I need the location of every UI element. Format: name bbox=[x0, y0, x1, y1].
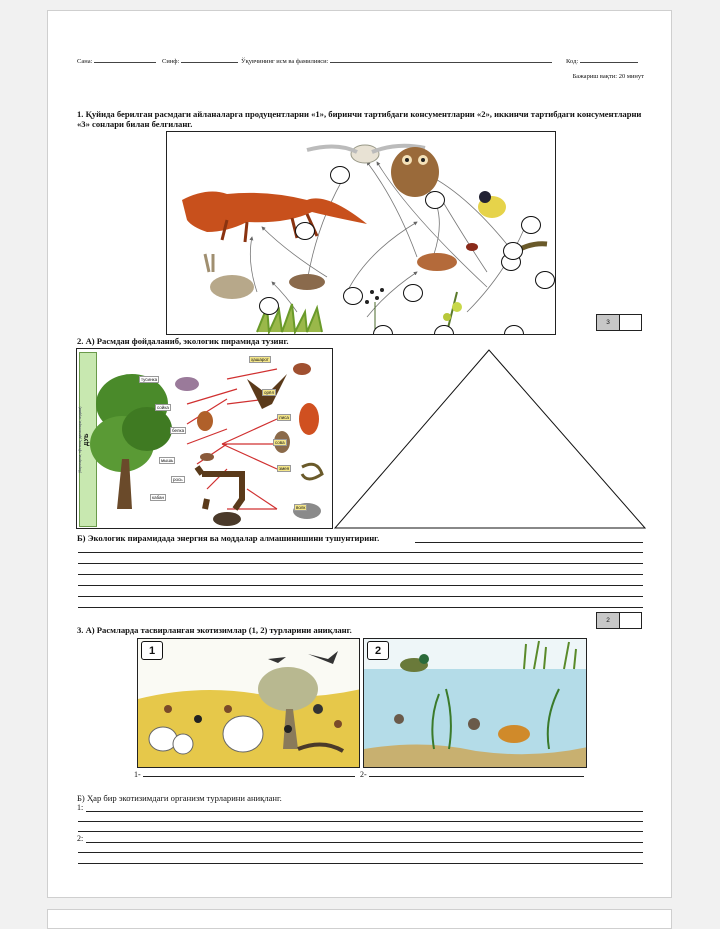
tag-tusinka: тусинка bbox=[141, 377, 158, 382]
food-web-image bbox=[166, 131, 556, 335]
date-field[interactable] bbox=[77, 58, 156, 65]
question-2a-text: 2. А) Расмдан фойдаланиб, экологик пирамида тузинг. bbox=[77, 336, 289, 346]
ecosystem-2-image bbox=[363, 638, 587, 768]
organisms-answer-line[interactable] bbox=[78, 863, 643, 864]
answer-line-2b[interactable] bbox=[78, 563, 643, 564]
fish-icon bbox=[498, 725, 530, 743]
worksheet-page bbox=[47, 10, 672, 898]
class-label: Синф: bbox=[162, 58, 180, 65]
ecosystem-1-image bbox=[137, 638, 360, 768]
oak-title: ДУБ bbox=[84, 433, 90, 446]
jay-bird-icon bbox=[175, 377, 199, 391]
fox-small-icon bbox=[299, 403, 319, 435]
savanna-drawing bbox=[138, 639, 360, 768]
organisms-answer-line[interactable] bbox=[78, 831, 643, 832]
answer-circle-white-owl[interactable] bbox=[330, 166, 350, 184]
hare-icon bbox=[205, 254, 254, 299]
tag-oryol: орёл bbox=[264, 390, 275, 395]
tag-soyka: сойка bbox=[157, 405, 169, 410]
score-value-q2: 2 bbox=[597, 613, 620, 628]
score-value-q1: 3 bbox=[597, 315, 620, 330]
ecosystem-1-answer[interactable] bbox=[134, 770, 355, 779]
tag-ros: рось bbox=[173, 477, 183, 482]
answer-circle-fox[interactable] bbox=[295, 222, 315, 240]
oak-subtitle: (баргларни, пўстлоқ, данаклари, илдизи) bbox=[78, 406, 82, 473]
question-3a-text: 3. А) Расмларда тасвирланган экотизимлар (1, 2) турларини аниқланг. bbox=[77, 625, 352, 635]
organisms-line-2-label: 2: bbox=[77, 834, 84, 843]
organisms-answer-line-1[interactable] bbox=[86, 811, 643, 812]
answer-circle-brown-owl[interactable] bbox=[425, 191, 445, 209]
mouse-small-icon bbox=[200, 453, 214, 461]
organisms-answer-line[interactable] bbox=[78, 852, 643, 853]
tag-lisa: лиса bbox=[279, 415, 289, 420]
organisms-answer-line-2[interactable] bbox=[86, 842, 643, 843]
time-limit: Бажариш вақти: 20 минут bbox=[572, 73, 644, 80]
answer-circle-beetle-small[interactable] bbox=[503, 242, 523, 260]
pond-drawing bbox=[364, 639, 587, 768]
tag-belka: белка bbox=[172, 428, 185, 433]
ecosystem-1-number: 1 bbox=[141, 641, 163, 660]
class-field[interactable] bbox=[162, 58, 238, 65]
answer-circle-hare[interactable] bbox=[259, 297, 279, 315]
organisms-line-1-label: 1: bbox=[77, 803, 84, 812]
boar-icon bbox=[213, 512, 241, 526]
small-bird-icon bbox=[293, 363, 311, 375]
code-field[interactable] bbox=[566, 58, 638, 65]
question-1-text: 1. Қуйида берилган расмдаги айланаларга продуцентларни «1», биринчи тартибдаги консументларни «2», иккинчи тартибдаги консументларни «3» сонлари билан белгиланг. bbox=[77, 109, 642, 129]
next-page-edge bbox=[47, 909, 672, 929]
tit-bird-icon bbox=[478, 191, 506, 218]
tag-kaban: кабан bbox=[152, 495, 165, 500]
score-box-q1[interactable] bbox=[596, 314, 642, 331]
answer-circle-beetle-2[interactable] bbox=[535, 271, 555, 289]
snake-icon bbox=[302, 464, 322, 479]
organisms-answer-line[interactable] bbox=[78, 821, 643, 822]
student-name-field[interactable] bbox=[241, 58, 552, 65]
answer-line-2b[interactable] bbox=[78, 607, 643, 608]
answer-line-2b[interactable] bbox=[78, 585, 643, 586]
tag-mysh: мышь bbox=[161, 458, 174, 463]
squirrel-icon bbox=[197, 411, 213, 431]
question-2b-text: Б) Экологик пирамидада энергия ва моддалар алмашинишини тушунтиринг. bbox=[77, 533, 380, 543]
fox-icon bbox=[182, 192, 367, 242]
oak-food-chain-image bbox=[76, 348, 333, 529]
oak-tree-icon bbox=[90, 374, 172, 509]
date-label: Сана: bbox=[77, 58, 93, 65]
tag-zmeya: змея bbox=[279, 466, 290, 471]
code-label: Код: bbox=[566, 58, 579, 65]
question-3b-text: Б) Ҳар бир экотизимдаги организм турларини аниқланг. bbox=[77, 793, 282, 803]
tag-sova: сова bbox=[275, 440, 285, 445]
pyramid-drawing-area[interactable] bbox=[333, 347, 648, 532]
answer-circle-mouse[interactable] bbox=[343, 287, 363, 305]
tag-insects: ҳашарот bbox=[251, 357, 269, 362]
tag-volk: волк bbox=[296, 505, 306, 510]
ecosystem-2-answer[interactable] bbox=[360, 770, 584, 779]
food-web-drawing bbox=[167, 132, 556, 335]
moose-icon bbox=[197, 467, 242, 509]
ecosystem-1-answer-label: 1- bbox=[134, 770, 141, 779]
answer-circle-field-mouse[interactable] bbox=[403, 284, 423, 302]
answer-line-2b[interactable] bbox=[78, 596, 643, 597]
student-name-label: Ўқувчининг исм ва фамилияси: bbox=[241, 58, 329, 65]
answer-circle-bird[interactable] bbox=[521, 216, 541, 234]
brown-owl-icon bbox=[391, 147, 439, 197]
score-box-q2[interactable] bbox=[596, 612, 642, 629]
oak-food-chain-drawing bbox=[77, 349, 332, 528]
answer-line-2b-first[interactable] bbox=[415, 542, 643, 543]
mouse-icon bbox=[289, 253, 457, 290]
ecosystem-2-number: 2 bbox=[367, 641, 389, 660]
answer-line-2b[interactable] bbox=[78, 574, 643, 575]
answer-line-2b[interactable] bbox=[78, 552, 643, 553]
ecosystem-2-answer-label: 2- bbox=[360, 770, 367, 779]
